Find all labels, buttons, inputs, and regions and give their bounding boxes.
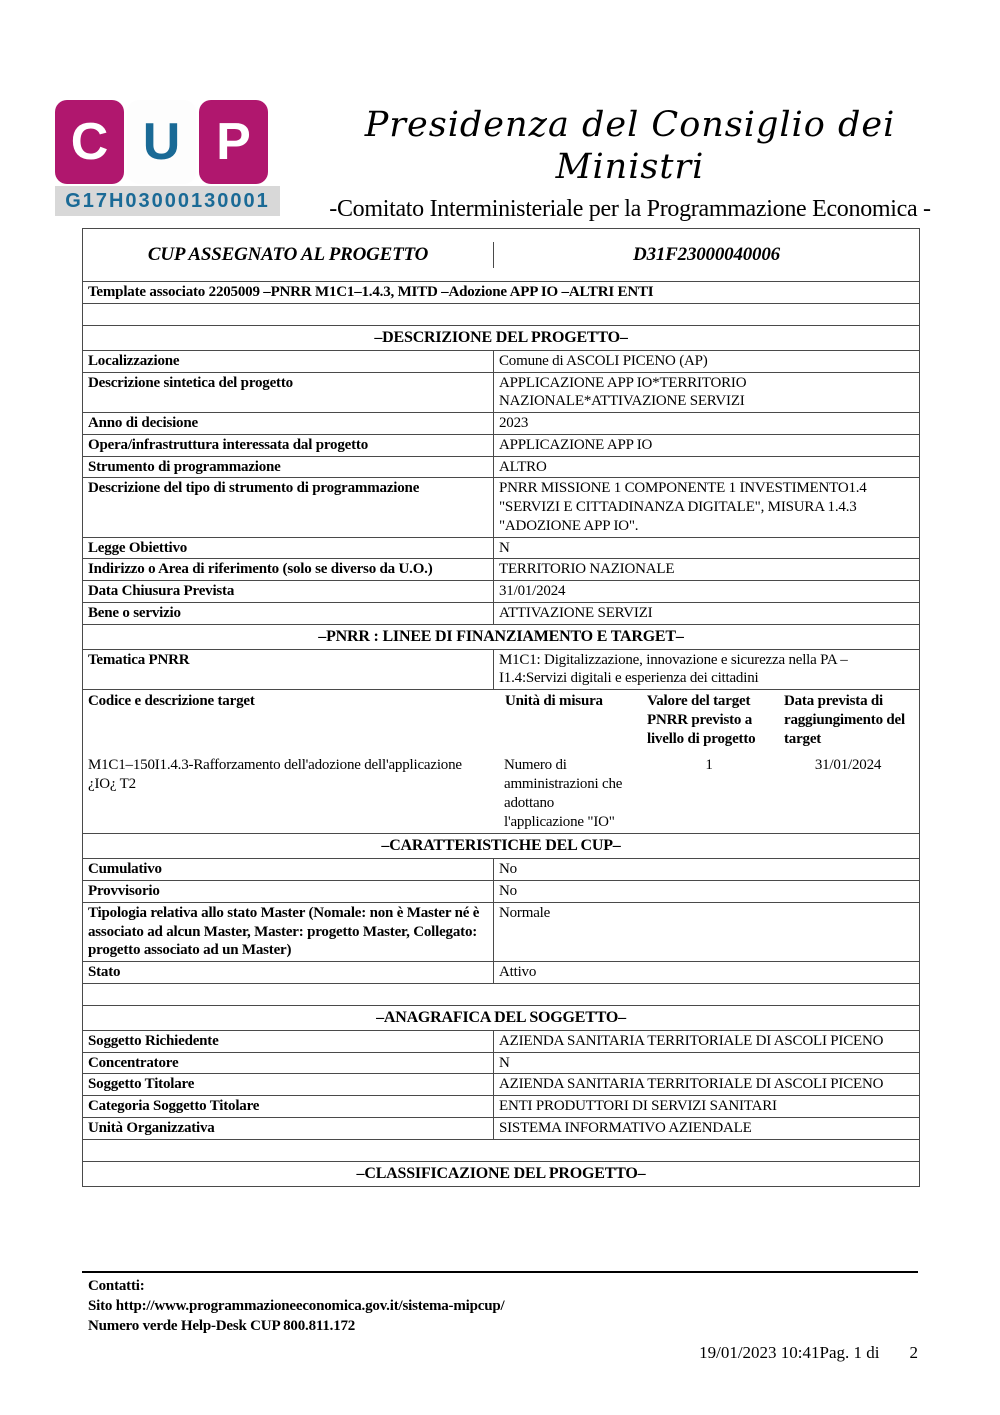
spacer-row: [83, 1139, 919, 1161]
row-value: Comune di ASCOLI PICENO (AP): [499, 352, 708, 369]
table-row: [83, 372, 919, 413]
table-row: [83, 580, 919, 602]
footer-helpdesk: Numero verde Help-Desk CUP 800.811.172: [88, 1317, 356, 1334]
row-label: Descrizione sintetica del progetto: [83, 373, 494, 413]
table-row: [83, 858, 919, 880]
row-label: Indirizzo o Area di riferimento (solo se diverso da U.O.): [83, 559, 494, 580]
row-value: AZIENDA SANITARIA TERRITORIALE DI ASCOLI PICENO: [499, 1032, 884, 1049]
cup-logo-letter-p: [199, 100, 268, 184]
target-date-cell: 31/01/2024: [814, 757, 882, 774]
cup-logo-code: G17H03000130001: [55, 186, 280, 216]
row-value: 2023: [499, 415, 529, 431]
template-text: Template associato 2205009 –PNRR M1C1–1.4.3, MITD –Adozione APP IO –ALTRI ENTI: [88, 284, 654, 300]
section-header-classificazione: [83, 1161, 919, 1186]
cup-logo-letter-c: [55, 100, 124, 184]
spacer-row: [83, 303, 919, 325]
section-header-anagrafica: [83, 1005, 919, 1030]
row-label: Provvisorio: [83, 881, 494, 902]
letterhead: [295, 104, 965, 223]
footer-datetime: 19/01/2023 10:41: [699, 1343, 820, 1362]
row-value: AZIENDA SANITARIA TERRITORIALE DI ASCOLI PICENO: [499, 1076, 884, 1093]
cup-header-row: [83, 229, 919, 281]
row-value: No: [499, 883, 517, 899]
row-value: Normale: [499, 904, 551, 921]
row-label: Legge Obiettivo: [83, 538, 494, 559]
row-value: ENTI PRODUTTORI DI SERVIZI SANITARI: [499, 1098, 777, 1114]
row-label: Categoria Soggetto Titolare: [83, 1096, 494, 1117]
target-col-header: Valore del target PNRR previsto a livello di progetto: [647, 693, 756, 747]
table-row: [83, 602, 919, 624]
row-value: 31/01/2024: [499, 583, 566, 599]
table-row: [83, 649, 919, 690]
logo-letter: C: [70, 113, 109, 171]
table-row: [83, 1052, 919, 1074]
template-row: [83, 281, 919, 303]
pnrr-target-table: [83, 689, 919, 833]
cup-logo-letter-u: [127, 100, 196, 184]
row-value: APPLICAZIONE APP IO*TERRITORIO NAZIONALE*ATTIVAZIONE SERVIZI: [499, 374, 747, 410]
target-col-header: Codice e descrizione target: [88, 693, 255, 709]
row-label: Localizzazione: [83, 351, 494, 372]
target-col-header: Unità di misura: [505, 693, 603, 709]
footer-date-page: [699, 1343, 918, 1363]
footer-page-label: Pag. 1 di: [819, 1343, 880, 1362]
spacer-row: [83, 983, 919, 1005]
footer-contacts: [88, 1277, 504, 1336]
row-label: Descrizione del tipo di strumento di programmazione: [83, 478, 494, 536]
row-label: Cumulativo: [83, 859, 494, 880]
target-code-cell: M1C1–150I1.4.3-Rafforzamento dell'adozione dell'applicazione ¿IO¿ T2: [88, 757, 462, 792]
target-unit-cell: Numero di amministrazioni che adottano l'applicazione "IO": [504, 757, 623, 830]
table-row: [83, 412, 919, 434]
table-row: [83, 477, 919, 536]
row-label: Stato: [83, 962, 494, 983]
row-value: No: [499, 861, 517, 878]
row-label: Tematica PNRR: [83, 650, 494, 690]
row-value: Attivo: [499, 964, 537, 980]
table-row: [83, 456, 919, 478]
section-title: –PNRR : LINEE DI FINANZIAMENTO E TARGET–: [318, 627, 684, 645]
logo-letter: U: [142, 113, 181, 171]
row-value: N: [499, 539, 510, 556]
footer-page-total: 2: [909, 1343, 918, 1362]
table-row: [83, 1117, 919, 1139]
row-label: Tipologia relativa allo stato Master (Nomale: non è Master né è associato ad alcun Master, Master: progetto Master, Collegato: progetto associato ad un Master): [83, 903, 494, 961]
section-header-pnrr: [83, 624, 919, 649]
row-value: PNRR MISSIONE 1 COMPONENTE 1 INVESTIMENTO1.4 "SERVIZI E CITTADINANZA DIGITALE", MISURA 1.4.3 "ADOZIONE APP IO".: [499, 480, 867, 534]
table-row: [83, 1073, 919, 1095]
row-label: Anno di decisione: [83, 413, 494, 434]
row-label: Bene o servizio: [83, 603, 494, 624]
row-value: N: [499, 1054, 510, 1071]
table-row: [83, 880, 919, 902]
table-row: [83, 350, 919, 372]
cup-logo: [55, 100, 280, 216]
table-row: [83, 1030, 919, 1052]
row-value: TERRITORIO NAZIONALE: [499, 561, 675, 578]
row-value: SISTEMA INFORMATIVO AZIENDALE: [499, 1119, 752, 1136]
row-label: Strumento di programmazione: [83, 457, 494, 478]
row-label: Soggetto Richiedente: [83, 1031, 494, 1052]
row-value: APPLICAZIONE APP IO: [499, 436, 653, 453]
cup-logo-tiles: [55, 100, 280, 184]
row-label: Data Chiusura Prevista: [83, 581, 494, 602]
logo-letter: P: [216, 113, 251, 171]
row-value: ATTIVAZIONE SERVIZI: [499, 604, 653, 621]
cup-document-table: [82, 228, 920, 1187]
table-row: [83, 434, 919, 456]
table-row: [83, 558, 919, 580]
section-header-caratteristiche: [83, 833, 919, 858]
footer-site-url: Sito http://www.programmazioneeconomica.gov.it/sistema-mipcup/: [88, 1297, 505, 1314]
cup-header-label: CUP ASSEGNATO AL PROGETTO: [83, 242, 494, 268]
table-row: [83, 537, 919, 559]
table-row: [83, 1095, 919, 1117]
target-value-cell: 1: [705, 757, 713, 774]
section-title: –DESCRIZIONE DEL PROGETTO–: [374, 328, 628, 346]
footer-rule: [82, 1271, 918, 1273]
section-title: –ANAGRAFICA DEL SOGGETTO–: [376, 1008, 626, 1026]
row-value: M1C1: Digitalizzazione, innovazione e sicurezza nella PA – I1.4:Servizi digitali e esperienza dei cittadini: [499, 651, 848, 687]
row-value: ALTRO: [499, 458, 547, 475]
section-title: –CLASSIFICAZIONE DEL PROGETTO–: [356, 1164, 646, 1182]
row-label: Opera/infrastruttura interessata dal progetto: [83, 435, 494, 456]
letterhead-title: Presidenza del Consiglio dei Ministri: [364, 105, 896, 187]
row-label: Unità Organizzativa: [83, 1118, 494, 1139]
table-row: [83, 902, 919, 961]
section-header-descrizione: [83, 325, 919, 350]
table-row: [83, 961, 919, 983]
row-label: Soggetto Titolare: [83, 1074, 494, 1095]
section-title: –CARATTERISTICHE DEL CUP–: [381, 837, 621, 855]
footer-contatti-label: Contatti:: [88, 1278, 145, 1294]
target-col-header: Data prevista di raggiungimento del target: [784, 693, 905, 747]
row-label: Concentratore: [83, 1053, 494, 1074]
cup-code-value: D31F23000040006: [633, 244, 780, 266]
letterhead-subtitle: -Comitato Interministeriale per la Programmazione Economica -: [329, 196, 931, 222]
